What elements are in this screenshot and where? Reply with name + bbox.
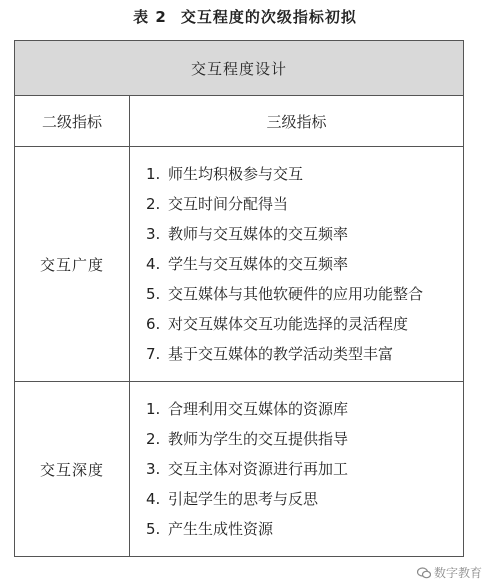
- list-item: [146, 424, 463, 454]
- item-text: 教师与交互媒体的交互频率: [168, 225, 349, 243]
- table-number: 表 2: [133, 8, 167, 26]
- items-cell: [130, 382, 464, 557]
- item-text: 交互时间分配得当: [168, 195, 289, 213]
- col-header-tertiary: 三级指标: [130, 96, 464, 147]
- watermark-text: 数字教育: [433, 566, 482, 580]
- list-item: [146, 309, 463, 339]
- table-row: [15, 382, 464, 557]
- table-caption: [0, 6, 490, 27]
- item-number: 2.: [146, 195, 161, 213]
- list-item: [146, 279, 463, 309]
- list-item: [146, 339, 463, 369]
- item-text: 交互媒体与其他软硬件的应用功能整合: [168, 285, 424, 303]
- watermark: [417, 564, 482, 581]
- indicator-list: [146, 159, 463, 369]
- item-text: 引起学生的思考与反思: [168, 490, 319, 508]
- table-header-row: [15, 41, 464, 96]
- item-number: 5.: [146, 285, 161, 303]
- item-number: 4.: [146, 255, 161, 273]
- list-item: [146, 189, 463, 219]
- col-header-secondary: 二级指标: [15, 96, 130, 147]
- category-cell: 交互深度: [15, 382, 130, 557]
- list-item: [146, 394, 463, 424]
- list-item: [146, 484, 463, 514]
- column-header-row: [15, 96, 464, 147]
- item-number: 2.: [146, 430, 161, 448]
- item-number: 4.: [146, 490, 161, 508]
- category-cell: 交互广度: [15, 147, 130, 382]
- item-text: 教师为学生的交互提供指导: [168, 430, 349, 448]
- item-text: 基于交互媒体的教学活动类型丰富: [168, 345, 394, 363]
- item-number: 1.: [146, 165, 161, 183]
- table-header: 交互程度设计: [15, 41, 464, 96]
- item-number: 3.: [146, 225, 161, 243]
- item-text: 交互主体对资源进行再加工: [168, 460, 349, 478]
- list-item: [146, 159, 463, 189]
- list-item: [146, 249, 463, 279]
- table-title: 交互程度的次级指标初拟: [180, 8, 357, 26]
- item-number: 3.: [146, 460, 161, 478]
- item-number: 7.: [146, 345, 161, 363]
- indicator-table: [14, 40, 464, 557]
- list-item: [146, 454, 463, 484]
- indicator-list: [146, 394, 463, 544]
- item-text: 学生与交互媒体的交互频率: [168, 255, 349, 273]
- item-text: 对交互媒体交互功能选择的灵活程度: [168, 315, 409, 333]
- item-number: 1.: [146, 400, 161, 418]
- item-number: 6.: [146, 315, 161, 333]
- item-text: 合理利用交互媒体的资源库: [168, 400, 349, 418]
- list-item: [146, 514, 463, 544]
- item-text: 师生均积极参与交互: [168, 165, 304, 183]
- list-item: [146, 219, 463, 249]
- item-number: 5.: [146, 520, 161, 538]
- item-text: 产生生成性资源: [168, 520, 274, 538]
- table-row: [15, 147, 464, 382]
- wechat-logo-icon: [417, 567, 431, 579]
- items-cell: [130, 147, 464, 382]
